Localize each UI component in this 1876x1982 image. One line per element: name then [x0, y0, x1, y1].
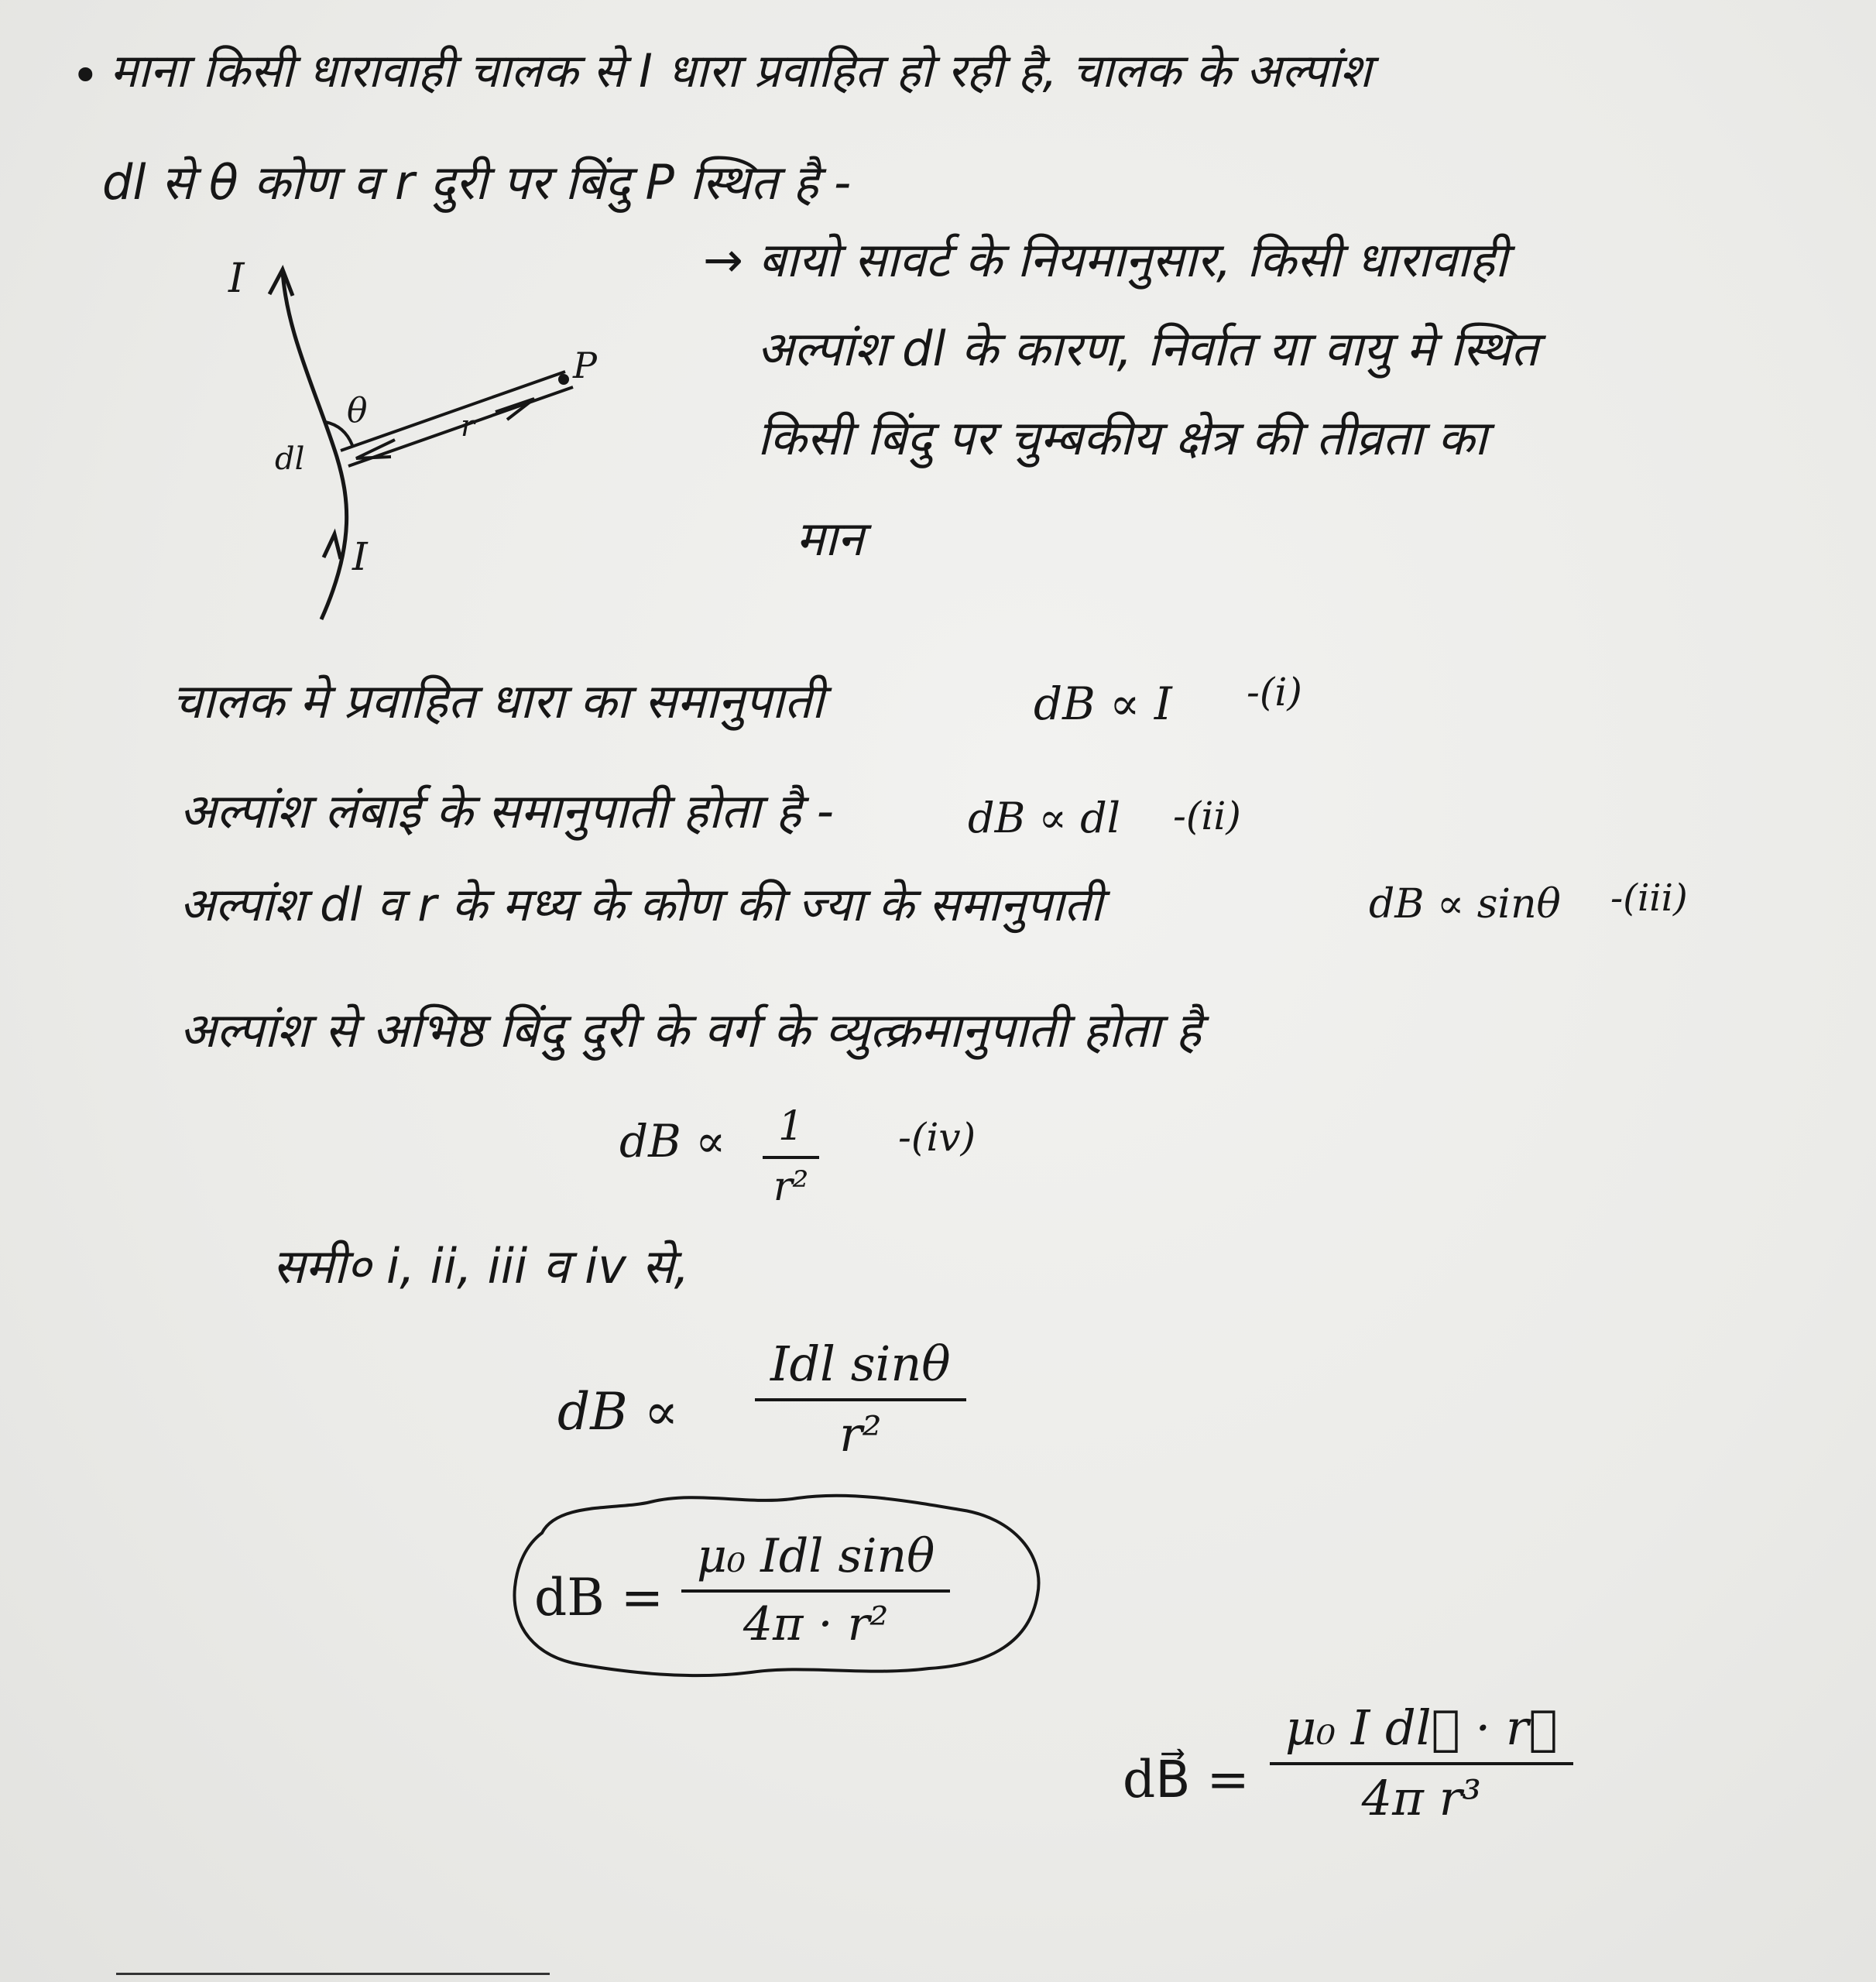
statement-3-tag: -(iii): [1610, 876, 1688, 920]
bullet: •: [71, 47, 100, 104]
law-line-4: मान: [796, 510, 864, 567]
law-line-2: अल्पांश dl के कारण, निर्वात या वायु मे स्थित: [757, 321, 1538, 377]
law-line-1: → बायो सावर्ट के नियमानुसार, किसी धारावाही: [703, 231, 1507, 288]
eq4-numerator: 1: [778, 1103, 804, 1150]
diagram-label-r: r: [461, 409, 475, 443]
statement-2-text: अल्पांश लंबाई के समानुपाती होता है -: [180, 783, 835, 839]
law-line-3: किसी बिंदु पर चुम्बकीय क्षेत्र की तीव्रता का: [757, 410, 1487, 466]
bottom-rule: [116, 1973, 550, 1975]
diagram-label-i-bottom: I: [352, 534, 368, 579]
eq7-denominator: 4π r³: [1361, 1770, 1482, 1826]
eq4-denominator: r²: [773, 1164, 809, 1210]
statement-2-relation: dB ∝ dl: [968, 794, 1120, 842]
eq5-numerator: Idl sinθ: [770, 1336, 951, 1392]
eq5-fraction: [755, 1336, 966, 1462]
point-p-dot: [558, 374, 569, 385]
intro-line-2: dl से θ कोण व r दुरी पर बिंदु P स्थित है -: [102, 154, 852, 211]
eq5-lhs: dB ∝: [557, 1382, 679, 1442]
combine-line: समी० i, ii, iii व iv से,: [273, 1238, 690, 1294]
diagram-label-i-top: I: [228, 255, 245, 302]
eq4-tag: -(iv): [898, 1115, 976, 1160]
eq4-lhs: dB ∝: [619, 1115, 726, 1168]
current-arrow-bottom-icon: [324, 534, 341, 559]
line-to-p-upper: [341, 372, 565, 451]
r-arrow-right-icon: [496, 399, 534, 420]
diagram-label-dl: dl: [275, 441, 305, 477]
diagram-label-theta: θ: [347, 391, 368, 430]
intro-line-1: माना किसी धारावाही चालक से I धारा प्रवाहित हो रही है, चालक के अल्पांश: [110, 44, 1372, 98]
statement-2-tag: -(ii): [1173, 794, 1241, 838]
eq6-lhs: dB =: [534, 1568, 664, 1627]
eq6-fraction: [681, 1529, 950, 1651]
eq4-fraction: [763, 1103, 819, 1210]
diagram-label-p: P: [573, 345, 597, 386]
eq7-fraction: [1270, 1699, 1573, 1826]
eq7-numerator: μ₀ I dl⃗ · r⃗: [1285, 1699, 1558, 1756]
statement-3-text: अल्पांश dl व r के मध्य के कोण की ज्या के समानुपाती: [180, 878, 1103, 932]
statement-1-tag: -(i): [1247, 670, 1302, 715]
eq6-denominator: 4π · r²: [743, 1597, 889, 1651]
statement-4-text: अल्पांश से अभिष्ठ बिंदु दुरी के वर्ग के व्युत्क्रमानुपाती होता है: [180, 1002, 1202, 1058]
eq5-denominator: r²: [839, 1406, 882, 1462]
statement-1-relation: dB ∝ I: [1034, 677, 1172, 730]
eq6-numerator: μ₀ Idl sinθ: [697, 1529, 935, 1583]
statement-3-relation: dB ∝ sinθ: [1369, 881, 1561, 928]
current-arrow-top-icon: [269, 269, 293, 296]
eq7-lhs: dB⃗ =: [1123, 1750, 1250, 1809]
statement-1-text: चालक मे प्रवाहित धारा का समानुपाती: [172, 673, 825, 729]
